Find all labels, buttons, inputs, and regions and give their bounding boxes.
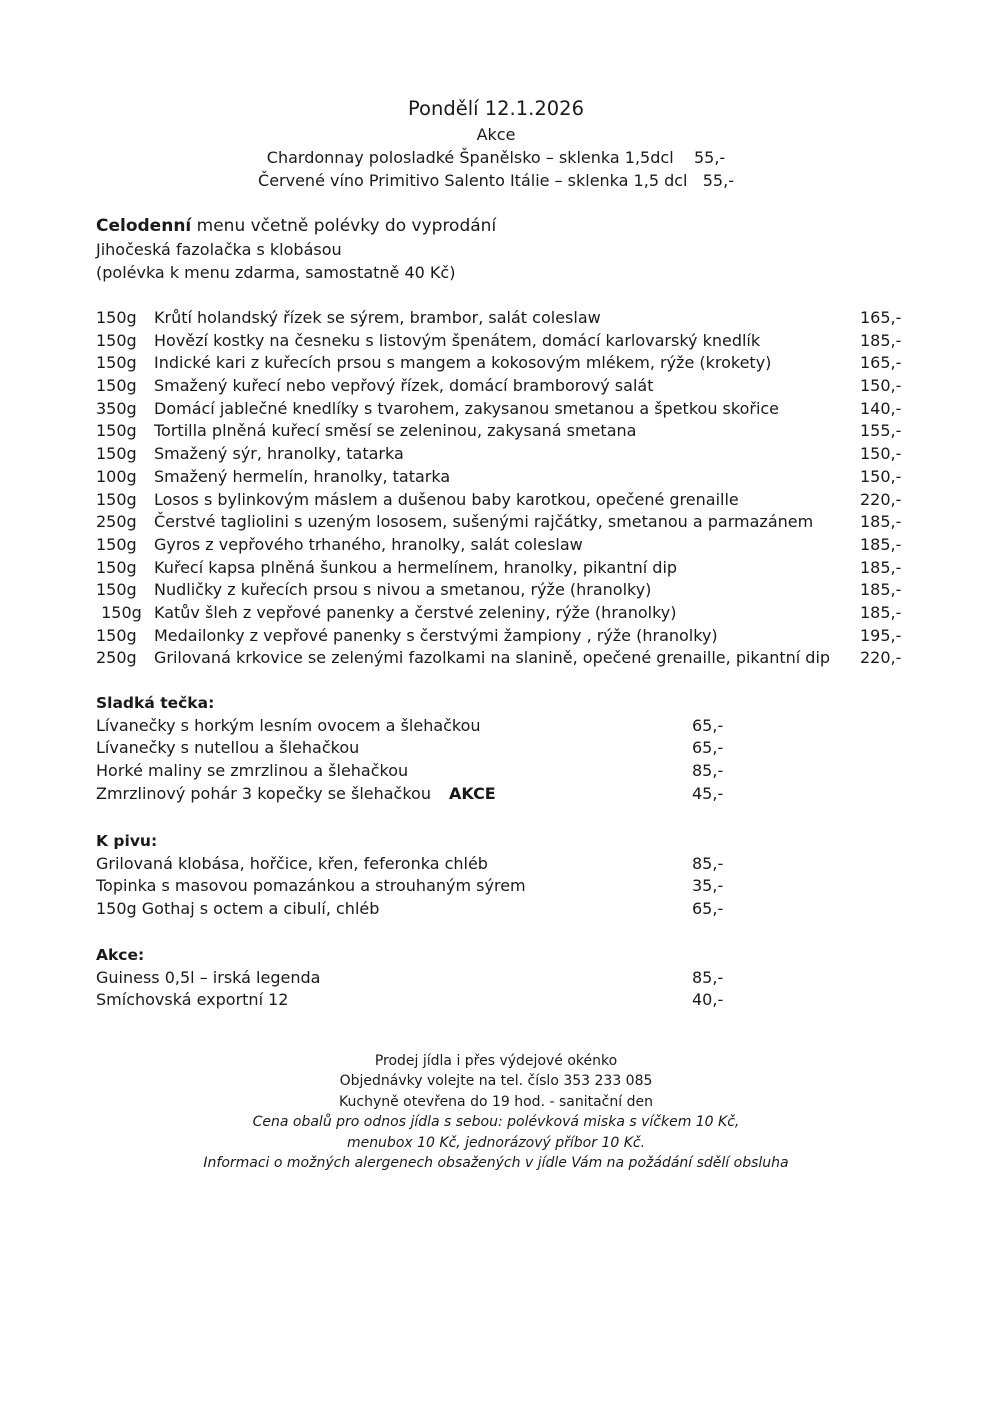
dish-row [96,375,906,398]
dish-row [96,330,906,353]
dish-weight: 150g [96,489,137,509]
dish-row [96,307,906,330]
drinks-promo-heading: Akce: [96,946,145,964]
dish-row [96,625,906,648]
footer-line: Objednávky volejte na tel. číslo 353 233 085 [339,1073,653,1090]
dish-row [96,466,906,489]
dessert-item [96,715,796,738]
dish-row [96,443,906,466]
dish-price: 165,- [860,353,902,373]
dish-price: 195,- [860,625,902,645]
dish-price: 220,- [860,648,902,668]
wine-promo-1: Chardonnay polosladké Španělsko – sklenka 1,5dcl 55,- [266,148,726,167]
beer-snacks-section [96,830,796,921]
dessert-item [96,737,796,760]
wine-promo-2: Červené víno Primitivo Salento Itálie – sklenka 1,5 dcl 55,- [258,171,734,190]
dish-row [96,489,906,512]
dish-name: Medailonky z vepřové panenky s čerstvými žampiony , rýže (hranolky) [154,625,718,645]
dish-name: Smažený sýr, hranolky, tatarka [154,444,404,464]
dessert-item-name: Lívanečky s nutellou a šlehačkou [96,738,360,758]
dish-row [96,398,906,421]
dish-row [96,647,906,670]
footer-line: Prodej jídla i přes výdejové okénko [374,1053,618,1069]
dish-row [96,511,906,534]
dessert-item [96,783,796,806]
dish-name: Katův šleh z vepřové panenky a čerstvé zeleniny, rýže (hranolky) [154,602,677,622]
dish-price: 185,- [860,557,902,577]
soup-of-day: Jihočeská fazolačka s klobásou [96,240,342,259]
dish-weight: 150g [96,534,137,554]
dish-weight: 150g [96,625,137,645]
dish-price: 155,- [860,421,902,441]
daily-menu-intro [96,214,896,284]
drink-promo-item [96,989,796,1012]
dish-name: Smažený kuřecí nebo vepřový řízek, domácí bramborový salát [154,376,654,396]
dish-weight: 150g [96,444,137,464]
beer-snack-item-name: 150g Gothaj s octem a cibulí, chléb [96,899,380,919]
dish-weight: 150g [96,308,137,327]
menu-header [0,95,992,192]
beer-snack-item-name: Grilovaná klobása, hořčice, křen, feferonka chléb [96,853,488,873]
dish-name: Tortilla plněná kuřecí směsí se zeleninou, zakysaná smetana [154,421,637,441]
daily-menu-title-rest: menu včetně polévky do vyprodání [191,216,497,236]
dish-name: Domácí jablečné knedlíky s tvarohem, zakysanou smetanou a špetkou skořice [154,398,780,418]
menu-footer [0,1051,992,1173]
drink-promo-item-price: 40,- [692,990,724,1010]
dish-weight: 150g [96,353,137,373]
dish-price: 140,- [860,398,902,418]
dish-weight: 150g [96,557,137,577]
drink-promo-item-name: Smíchovská exportní 12 [96,990,289,1010]
dish-weight: 150g [96,376,137,396]
footer-note: menubox 10 Kč, jednorázový příbor 10 Kč. [346,1134,646,1151]
dish-name: Smažený hermelín, hranolky, tatarka [154,466,451,486]
promo-label: Akce [476,125,516,144]
dish-weight: 250g [96,512,137,532]
dish-row [96,557,906,580]
dish-name: Hovězí kostky na česneku s listovým špenátem, domácí karlovarský knedlík [154,330,761,350]
dish-name: Gyros z vepřového trhaného, hranolky, salát coleslaw [154,534,583,554]
dish-row [96,534,906,557]
drink-promo-item [96,967,796,990]
dish-price: 150,- [860,376,902,396]
footer-note: Cena obalů pro odnos jídla s sebou: polévková miska s víčkem 10 Kč, [252,1114,740,1131]
dish-name: Čerstvé tagliolini s uzeným lososem, sušenými rajčátky, smetanou a parmazánem [154,512,814,532]
dish-price: 185,- [860,602,902,622]
dish-name: Indické kari z kuřecích prsou s mangem a kokosovým mlékem, rýže (krokety) [154,353,772,373]
dish-price: 185,- [860,534,902,554]
dish-row [96,602,906,625]
dish-name: Krůtí holandský řízek se sýrem, brambor, salát coleslaw [154,308,601,327]
dessert-item-name: Zmrzlinový pohár 3 kopečky se šlehačkou [96,783,431,803]
footer-line: Kuchyně otevřena do 19 hod. - sanitační den [339,1093,653,1110]
dish-weight: 350g [96,398,137,418]
dessert-item-price: 85,- [692,761,724,781]
dish-name: Nudličky z kuřecích prsou s nivou a smetanou, rýže (hranolky) [154,580,652,600]
dish-weight: 150g [96,580,137,600]
beer-snack-item-name: Topinka s masovou pomazánkou a strouhaným sýrem [96,876,526,896]
dish-weight: 150g [96,421,137,441]
dessert-item-name: Lívanečky s horkým lesním ovocem a šlehačkou [96,715,481,735]
beer-snacks-heading: K pivu: [96,832,158,850]
drinks-promo-list [96,967,796,1012]
dessert-item-name: Horké maliny se zmrzlinou a šlehačkou [96,761,409,781]
dish-price: 185,- [860,330,902,350]
dessert-item-price: 45,- [692,783,724,803]
beer-snack-item [96,853,796,876]
beer-snack-item-price: 65,- [692,899,724,919]
beer-snack-item [96,898,796,921]
footer-note: Informaci o možných alergenech obsažených v jídle Vám na požádání sdělí obsluha [203,1155,789,1172]
dish-weight: 250g [96,648,137,668]
dish-row [96,420,906,443]
dish-row [96,579,906,602]
dish-price: 185,- [860,512,902,532]
dish-price: 150,- [860,466,902,486]
beer-snacks-list [96,853,796,921]
dish-price: 150,- [860,444,902,464]
drinks-promo-section [96,944,796,1012]
desserts-section [96,692,796,805]
dish-price: 220,- [860,489,902,509]
dessert-item-tag: AKCE [449,783,496,803]
daily-menu-title [96,214,896,238]
dessert-item-price: 65,- [692,715,724,735]
dish-weight: 150g [96,602,142,622]
drink-promo-item-name: Guiness 0,5l – irská legenda [96,967,321,987]
dish-list [96,307,906,670]
beer-snack-item-price: 85,- [692,853,724,873]
soup-note: (polévka k menu zdarma, samostatně 40 Kč) [96,263,456,282]
dish-name: Losos s bylinkovým máslem a dušenou baby karotkou, opečené grenaille [154,489,739,509]
menu-date: Pondělí 12.1.2026 [407,97,584,120]
dessert-item [96,760,796,783]
dish-name: Kuřecí kapsa plněná šunkou a hermelínem, hranolky, pikantní dip [154,557,678,577]
desserts-list [96,715,796,806]
daily-menu-title-bold: Celodenní [96,216,192,236]
beer-snack-item-price: 35,- [692,876,724,896]
dessert-item-price: 65,- [692,738,724,758]
dish-weight: 100g [96,466,137,486]
dish-row [96,352,906,375]
desserts-heading: Sladká tečka: [96,694,215,712]
dish-price: 165,- [860,308,902,327]
drink-promo-item-price: 85,- [692,967,724,987]
dish-price: 185,- [860,580,902,600]
dish-name: Grilovaná krkovice se zelenými fazolkami na slanině, opečené grenaille, pikantní dip [154,648,831,668]
dish-weight: 150g [96,330,137,350]
beer-snack-item [96,875,796,898]
